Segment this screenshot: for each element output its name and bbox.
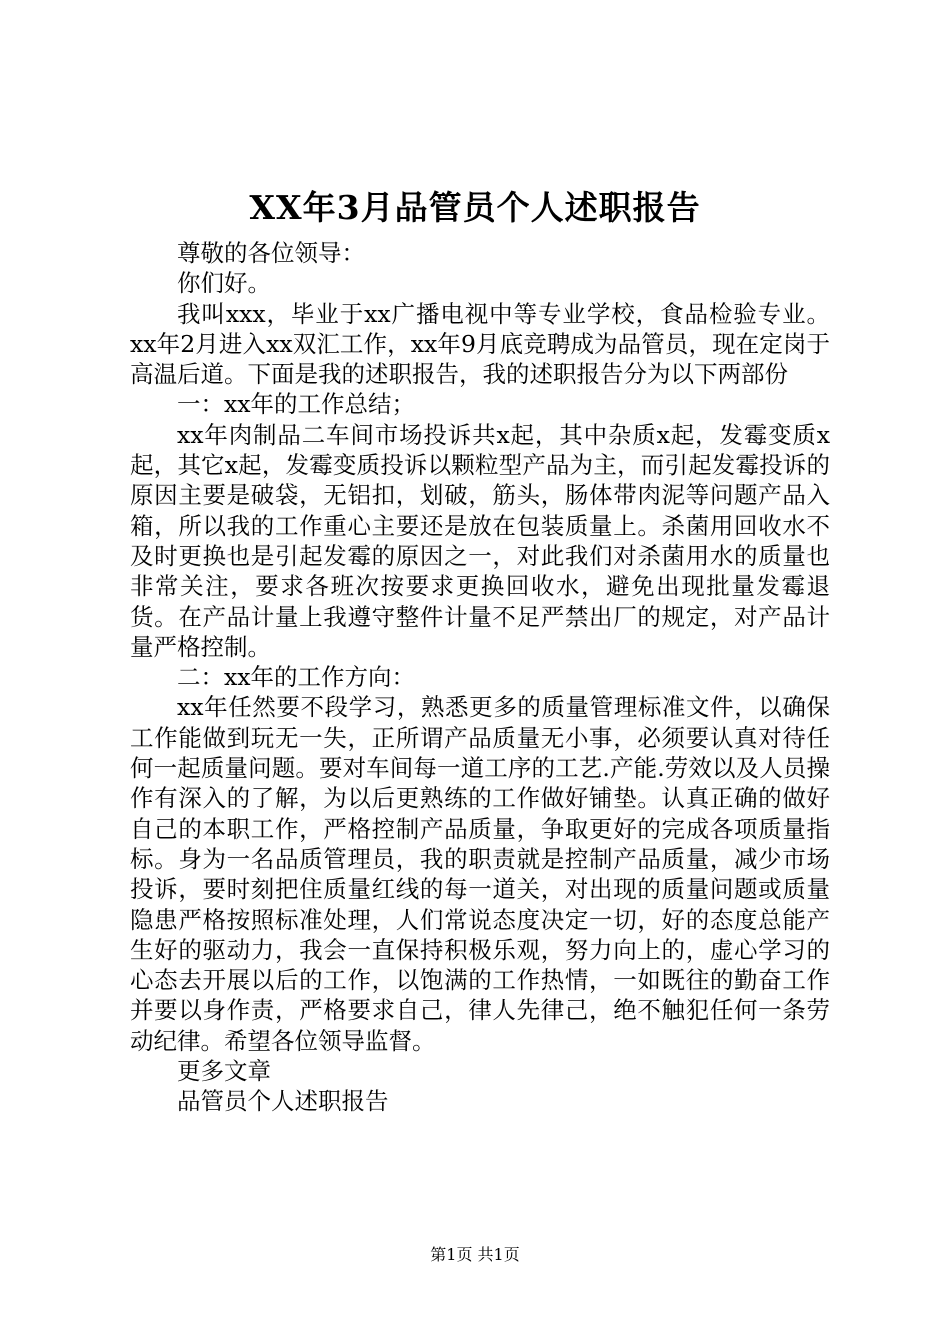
hello-paragraph: 你们好。 <box>177 269 271 298</box>
document-title: XX年3月品管员个人述职报告 <box>249 188 701 227</box>
more-articles-label: 更多文章 <box>177 1057 271 1086</box>
section-one-paragraph: xx年肉制品二车间市场投诉共x起，其中杂质x起，发霉变质x起，其它x起，发霉变质投诉以颗粒型产品为主，而引起发霉投诉的原因主要是破袋，无铝扣，划破，筋头，肠体带肉泥等问题产品入箱，所以我的工作重心主要还是放在包装质量上。杀菌用回收水不及时更换也是引起发霉的原因之一，对此我们对杀菌用水的质量也非常关注，要求各班次按要求更换回收水，避免出现批量发霉退货。在产品计量上我遵守整件计量不足严禁出厂的规定，对产品计量严格控制。 <box>130 420 830 661</box>
related-article-link[interactable]: 品管员个人述职报告 <box>177 1087 389 1116</box>
section-one-heading: 一：xx年的工作总结； <box>177 390 416 419</box>
document-body <box>130 238 830 1117</box>
section-two-paragraph: xx年任然要不段学习，熟悉更多的质量管理标准文件，以确保工作能做到玩无一失，正所谓产品质量无小事，必须要认真对待任何一起质量问题。要对车间每一道工序的工艺.产能.劳效以及人员操作有深入的了解，为以后更熟练的工作做好铺垫。认真正确的做好自己的本职工作，严格控制产品质量，争取更好的完成各项质量指标。身为一名品质管理员，我的职责就是控制产品质量，减少市场投诉，要时刻把住质量红线的每一道关，对出现的质量问题或质量隐患严格按照标准处理，人们常说态度决定一切，好的态度总能产生好的驱动力，我会一直保持积极乐观，努力向上的，虚心学习的心态去开展以后的工作，以饱满的工作热情，一如既往的勤奋工作并要以身作责，严格要求自己，律人先律己，绝不触犯任何一条劳动纪律。希望各位领导监督。 <box>130 693 830 1055</box>
intro-paragraph: 我叫xxx，毕业于xx广播电视中等专业学校，食品检验专业。xx年2月进入xx双汇工作，xx年9月底竞聘成为品管员，现在定岗于高温后道。下面是我的述职报告，我的述职报告分为以下两部份 <box>130 299 830 389</box>
section-two-heading: 二：xx年的工作方向： <box>177 663 416 692</box>
page-footer: 第1页 共1页 <box>430 1245 520 1264</box>
greeting-paragraph: 尊敬的各位领导： <box>177 239 365 267</box>
